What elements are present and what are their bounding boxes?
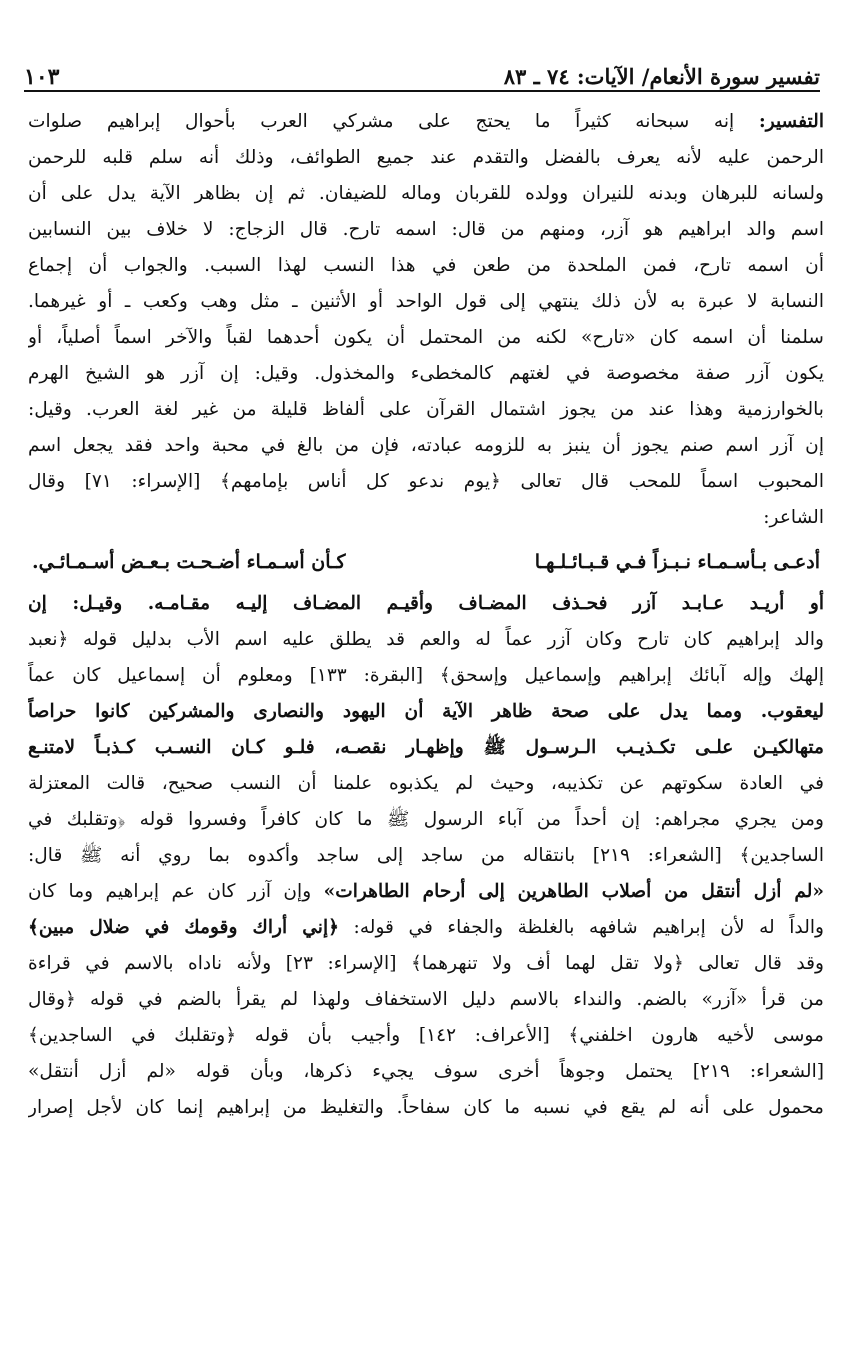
text-line: اسم والد ابراهيم هو آزر، ومنهم من قال: اسمه تارح. قال الزجاج: لا خلاف بين النسابين [28,219,824,240]
text-line-content: وإن آزر كان عم إبراهيم وما كان [28,881,324,902]
text-line-content: والداً له لأن إبراهيم شافهه بالغلظة والجفاء في قوله: [339,917,824,938]
text-line: من قرأ «آزر» بالضم. والنداء بالاسم دليل الاستخفاف ولهذا لم يقرأ بالضم في قوله ﴿وقال [28,989,824,1010]
text-line [28,104,824,140]
running-header [24,62,820,92]
text-line: وقد قال تعالى ﴿ولا تقل لهما أف ولا تنهرهما﴾ [الإسراء: ٢٣] ولأنه ناداه بالاسم في قراءة [28,953,824,974]
text-line: الساجدين﴾ [الشعراء: ٢١٩] بانتقاله من ساجد إلى ساجد وأكدوه بما روي أنه ﷺ قال: [28,845,824,866]
poetry-verse [28,544,824,580]
text-line: إن آزر اسم صنم يجوز أن ينبز به للزومه عبادته، فإن من بالغ في محبة واحد فقد يجعل اسم [28,435,824,456]
text-line: والد إبراهيم كان تارح وكان آزر عماً له والعم قد يطلق عليه اسم الأب بدليل قوله ﴿نعبد [28,629,824,650]
page-number: ١٠٣ [24,64,60,90]
text-line: بالخوارزمية وهذا عند من يجوز اشتمال القرآن على ألفاظ قليلة من غير لغة العرب. وقيل: [28,399,824,420]
text-line [28,910,824,946]
text-line: يكون آزر صفة مخصوصة في لغتهم كالمخطىء والمخذول. وقيل: إن آزر هو الشيخ الهرم [28,363,824,384]
text-line: سلمنا أن اسمه كان «تارح» لكنه من المحتمل أن يكون أحدهما لقباً والآخر اسماً أصلياً، أو [28,327,824,348]
section-label: التفسير: [758,111,824,132]
text-line: ولسانه للبرهان وبدنه للنيران وولده للقربان وماله للضيفان. ثم إن بظاهر الآية يدل على أن [28,183,824,204]
text-line: [الشعراء: ٢١٩] يحتمل وجوهاً أخرى سوف يجيء ذكرها، وبأن قوله «لم أزل أنتقل» [28,1061,824,1082]
text-line: أن اسمه تارح، فمن الملحدة من طعن في هذا النسب لهذا السبب. والجواب أن إجماع [28,255,824,276]
text-line [28,874,824,910]
text-line: الشاعر: [763,507,824,528]
quran-verse: ﴿إني أراك وقومك في ضلال مبين﴾ [28,917,340,938]
text-line-bold: متهالكيـن علـى تكـذيـب الـرسـول ﷺ وإظهـار نقصـه، فلـو كـان النسـب كـذبـاً لامتنـع [28,737,824,758]
text-line-content: إنه سبحانه كثيراً ما يحتج على مشركي العرب بأحوال إبراهيم صلوات [28,111,759,132]
text-line: إلهك وإله آبائك إبراهيم وإسماعيل وإسحق﴾ [البقرة: ١٣٣] ومعلوم أن إسماعيل كان عماً [28,665,824,686]
verse-hemistich-second: كـأن أسـمـاء أضـحـت بـعـض أسـمـائـي. [32,551,346,573]
hadith-quote: «لم أزل أنتقل من أصلاب الطاهرين إلى أرحام الطاهرات» [323,881,824,902]
text-line: ومن يجري مجراهم: إن أحداً من آباء الرسول ﷺ ما كان كافراً وفسروا قوله ﴿وتقلبك في [28,809,824,830]
commentary-body [28,104,824,1126]
header-title: تفسير سورة الأنعام/ الآيات: ٧٤ ـ ٨٣ [503,64,820,89]
text-line: موسى لأخيه هارون اخلفني﴾ [الأعراف: ١٤٢] وأجيب بأن قوله ﴿وتقلبك في الساجدين﴾ [28,1025,824,1046]
text-line: محمول على أنه لم يقع في نسبه ما كان سفاحاً. والتغليظ من إبراهيم إنما كان لأجل إصرار [28,1097,824,1118]
text-line: النسابة لا عبرة به لأن ذلك ينتهي إلى قول الواحد أو الأثنين ـ مثل وهب وكعب ـ أو غيرهما. [28,291,824,312]
text-line: في العادة سكوتهم عن تكذيبه، وحيث لم يكذبوه علمنا أن النسب صحيح، قالت المعتزلة [28,773,824,794]
text-line-bold: ليعقوب. ومما يدل على صحة ظاهر الآية أن اليهود والنصارى والمشركين كانوا حراصاً [28,701,824,722]
text-line-bold: أو أريـد عـابـد آزر فحـذف المضـاف وأقيـم المضـاف إليـه مقـامـه. وقيـل: إن [28,593,824,614]
verse-hemistich-first: أدعـى بـأسـمـاء نـبـزاً فـي قـبـائـلـهـا [534,551,820,573]
text-line: المحبوب اسماً للمحب قال تعالى ﴿يوم ندعو كل أناس بإمامهم﴾ [الإسراء: ٧١] وقال [28,471,824,492]
text-line: الرحمن عليه لأنه يعرف بالفضل والتقدم عند جميع الطوائف، وذلك أنه سلم قلبه للرحمن [28,147,824,168]
